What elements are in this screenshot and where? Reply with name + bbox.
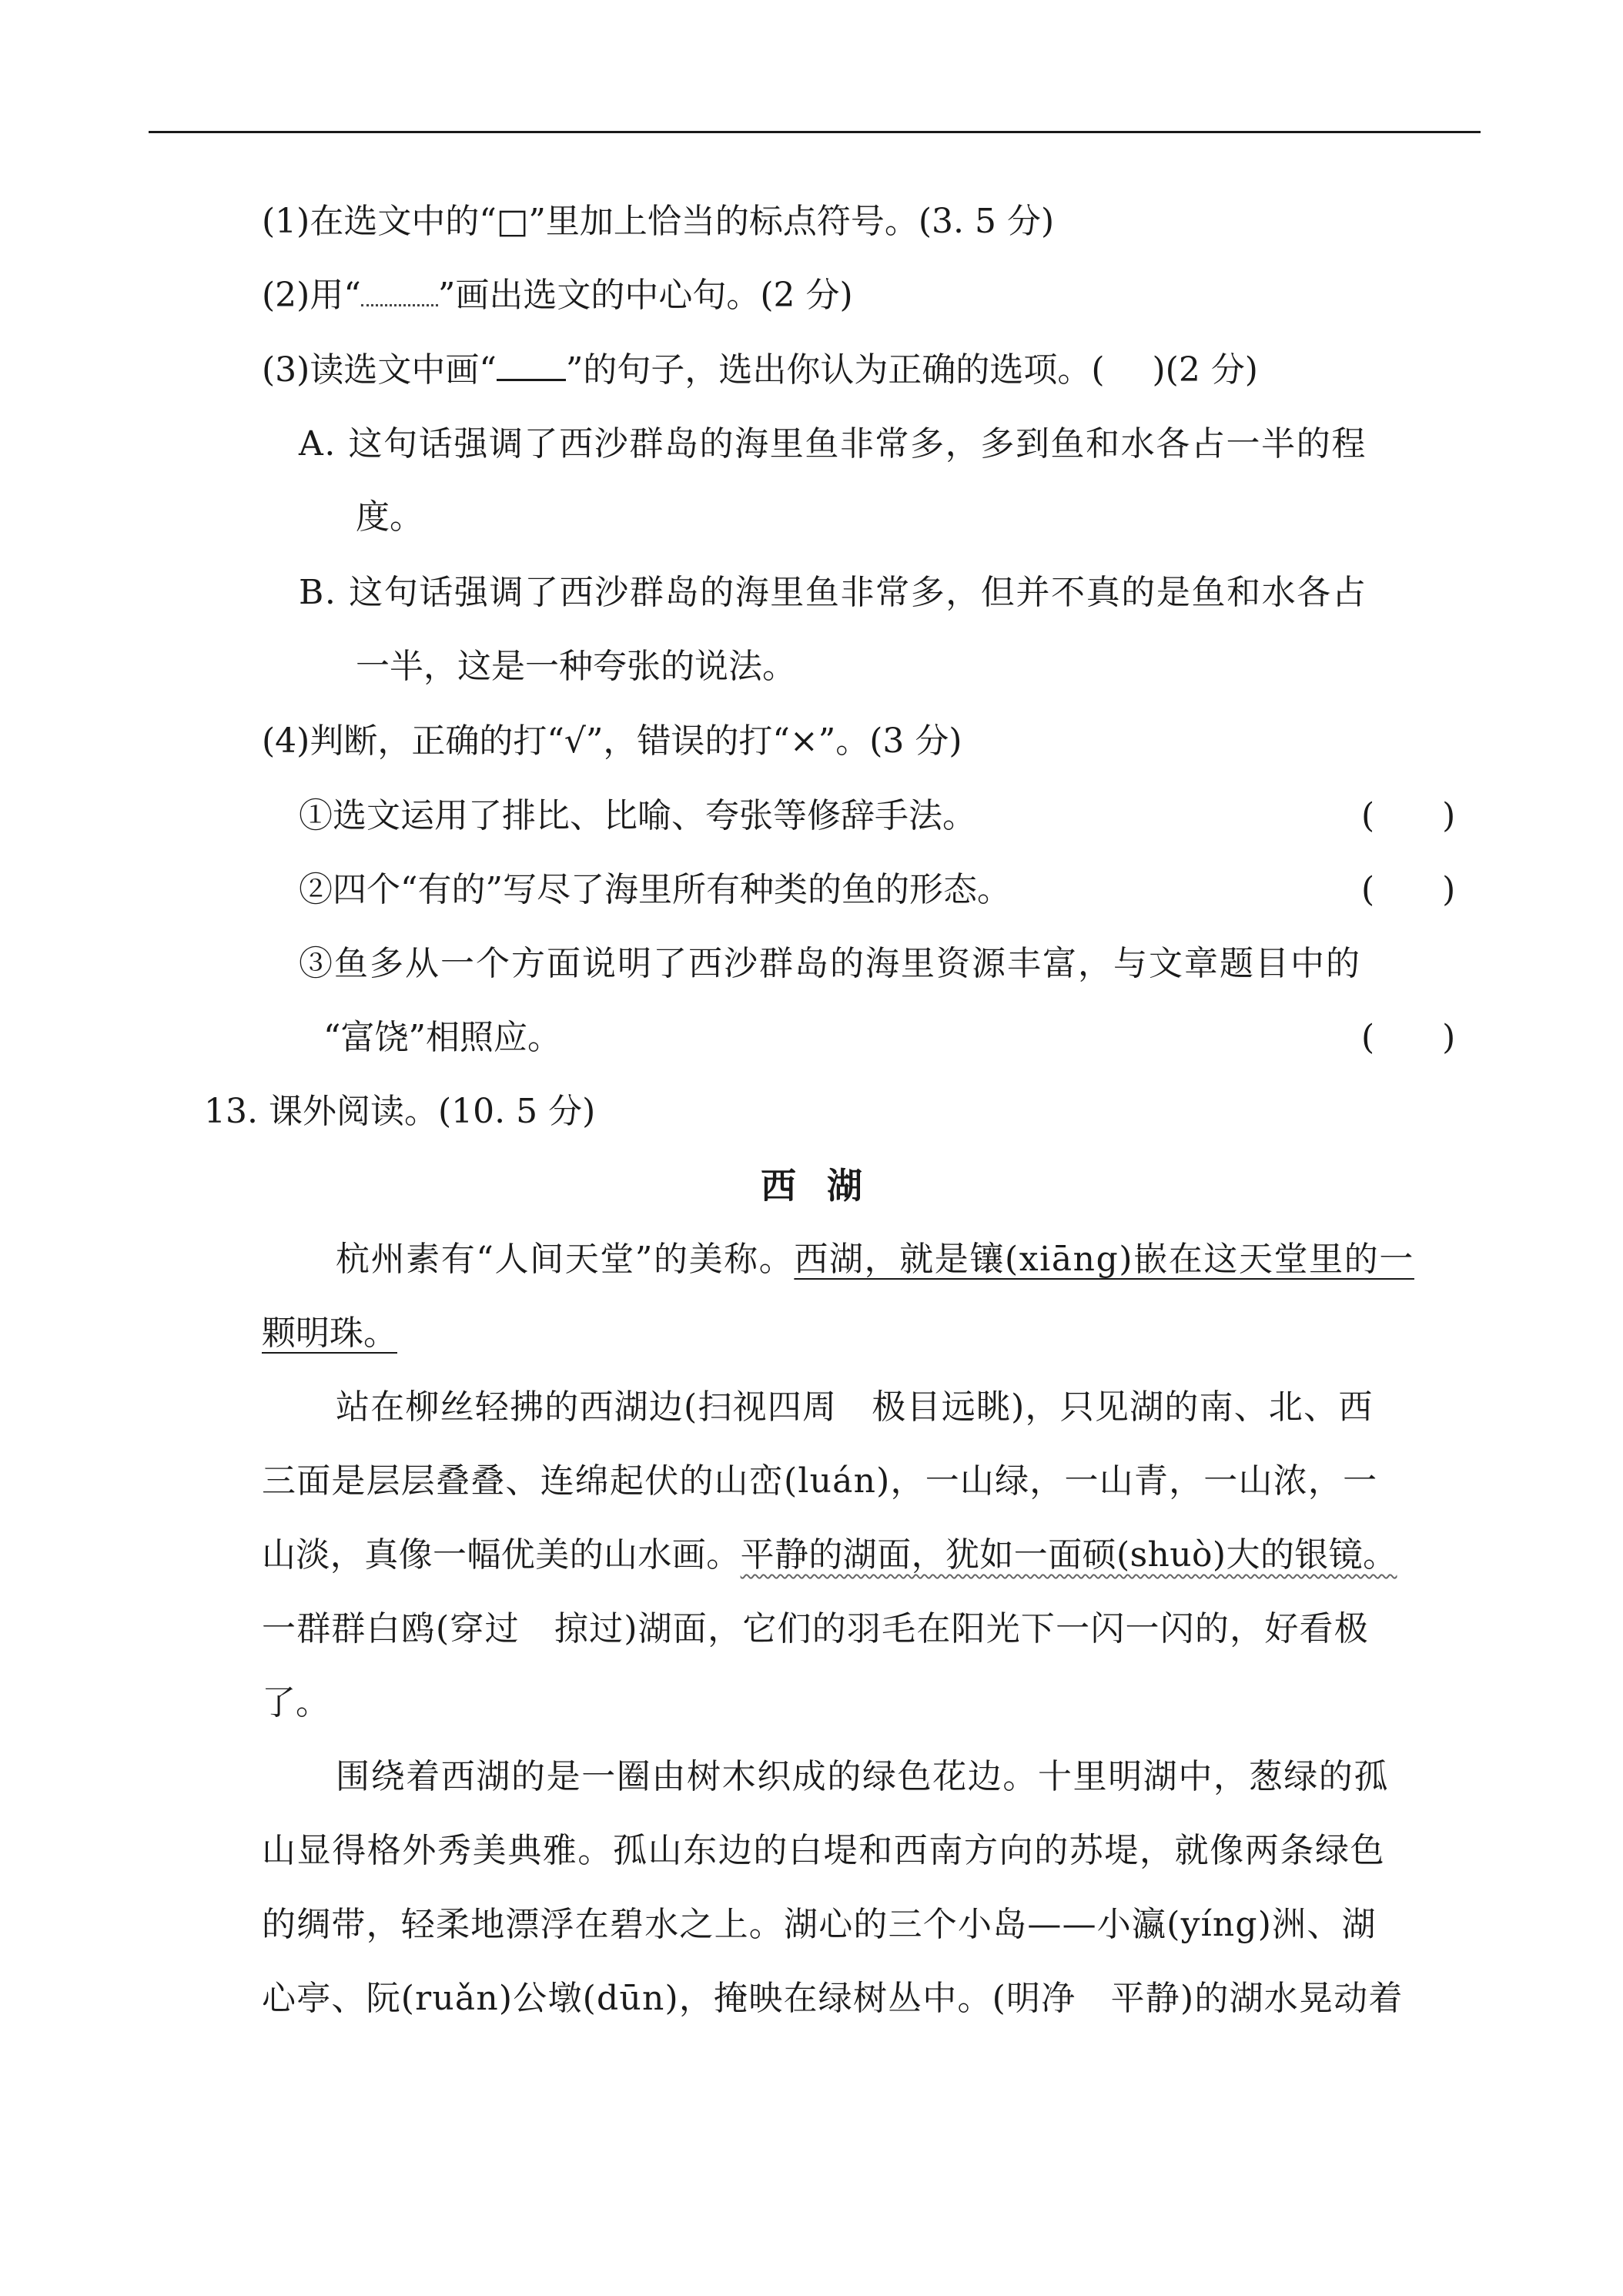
wavy-blank <box>361 289 438 306</box>
question-2 <box>262 273 853 319</box>
para-1-line-1 <box>336 1237 1414 1283</box>
judge-1-answer[interactable]: ( ) <box>1361 796 1456 835</box>
para-3-line-4: 心亭、阮(ruǎn)公墩(dūn)，掩映在绿树丛中。(明净 平静)的湖水晃动着 <box>262 1979 1404 2018</box>
question-2-pre: (2)用“ <box>262 276 361 315</box>
question-3-pre: (3)读选文中画“ <box>262 350 497 390</box>
question-13-heading: 13. 课外阅读。(10. 5 分) <box>204 1092 596 1131</box>
question-2-post: ”画出选文的中心句。(2 分) <box>437 276 853 315</box>
para-3-line-3: 的绸带，轻柔地漂浮在碧水之上。湖心的三个小岛——小瀛(yíng)洲、湖 <box>262 1905 1377 1944</box>
underlined-sentence: 西湖，就是镶(xiāng)嵌在这天堂里的一 <box>794 1240 1414 1279</box>
para-2-line-2: 三面是层层叠叠、连绵起伏的山峦(luán)，一山绿，一山青，一山浓，一 <box>262 1461 1378 1501</box>
question-1: (1)在选文中的“□”里加上恰当的标点符号。(3. 5 分) <box>262 202 1055 241</box>
judge-3-line-1: ③鱼多从一个方面说明了西沙群岛的海里资源丰富，与文章题目中的 <box>299 944 1361 983</box>
para-2-line-4: 一群群白鸥(穿过 掠过)湖面，它们的羽毛在阳光下一闪一闪的，好看极 <box>262 1609 1369 1648</box>
judge-2: ②四个“有的”写尽了海里所有种类的鱼的形态。 <box>299 870 1011 909</box>
judge-3-line-2: “富饶”相照应。 <box>323 1018 561 1057</box>
option-b-line-1: B. 这句话强调了西沙群岛的海里鱼非常多，但并不真的是鱼和水各占 <box>299 573 1367 612</box>
para-1-text: 杭州素有“人间天堂”的美称。 <box>336 1240 795 1279</box>
top-rule <box>149 131 1481 133</box>
wavy-underlined-sentence: 平静的湖面，犹如一面硕(shuò)大的银镜。 <box>740 1535 1397 1575</box>
para-3-line-1: 围绕着西湖的是一圈由树木织成的绿色花边。十里明湖中，葱绿的孤 <box>336 1757 1389 1796</box>
question-3-post: ”的句子，选出你认为正确的选项。( <box>565 350 1105 390</box>
question-3 <box>262 347 1258 393</box>
para-1-line-2 <box>262 1310 397 1357</box>
para-3-line-2: 山显得格外秀美典雅。孤山东边的白堤和西南方向的苏堤，就像两条绿色 <box>262 1831 1386 1870</box>
option-a-line-2: 度。 <box>356 497 423 537</box>
para-2-line-3-text: 山淡，真像一幅优美的山水画。 <box>262 1535 741 1575</box>
passage-title: 西湖 <box>761 1165 893 1207</box>
judge-1: ①选文运用了排比、比喻、夸张等修辞手法。 <box>299 796 976 835</box>
option-b-line-2: 一半，这是一种夸张的说法。 <box>356 647 796 686</box>
judge-2-answer[interactable]: ( ) <box>1361 870 1456 909</box>
para-2-line-5: 了。 <box>262 1683 330 1722</box>
para-2-line-1: 站在柳丝轻拂的西湖边(扫视四周 极目远眺)，只见湖的南、北、西 <box>336 1387 1374 1427</box>
underline-blank <box>497 371 566 381</box>
question-4: (4)判断，正确的打“√”，错误的打“×”。(3 分) <box>262 721 962 761</box>
para-2-line-3 <box>262 1532 1397 1578</box>
judge-3-answer[interactable]: ( ) <box>1361 1018 1456 1057</box>
question-3-end: )(2 分) <box>1152 350 1258 390</box>
option-a-line-1: A. 这句话强调了西沙群岛的海里鱼非常多，多到鱼和水各占一半的程 <box>299 424 1367 464</box>
underlined-sentence-end: 颗明珠。 <box>262 1314 397 1353</box>
